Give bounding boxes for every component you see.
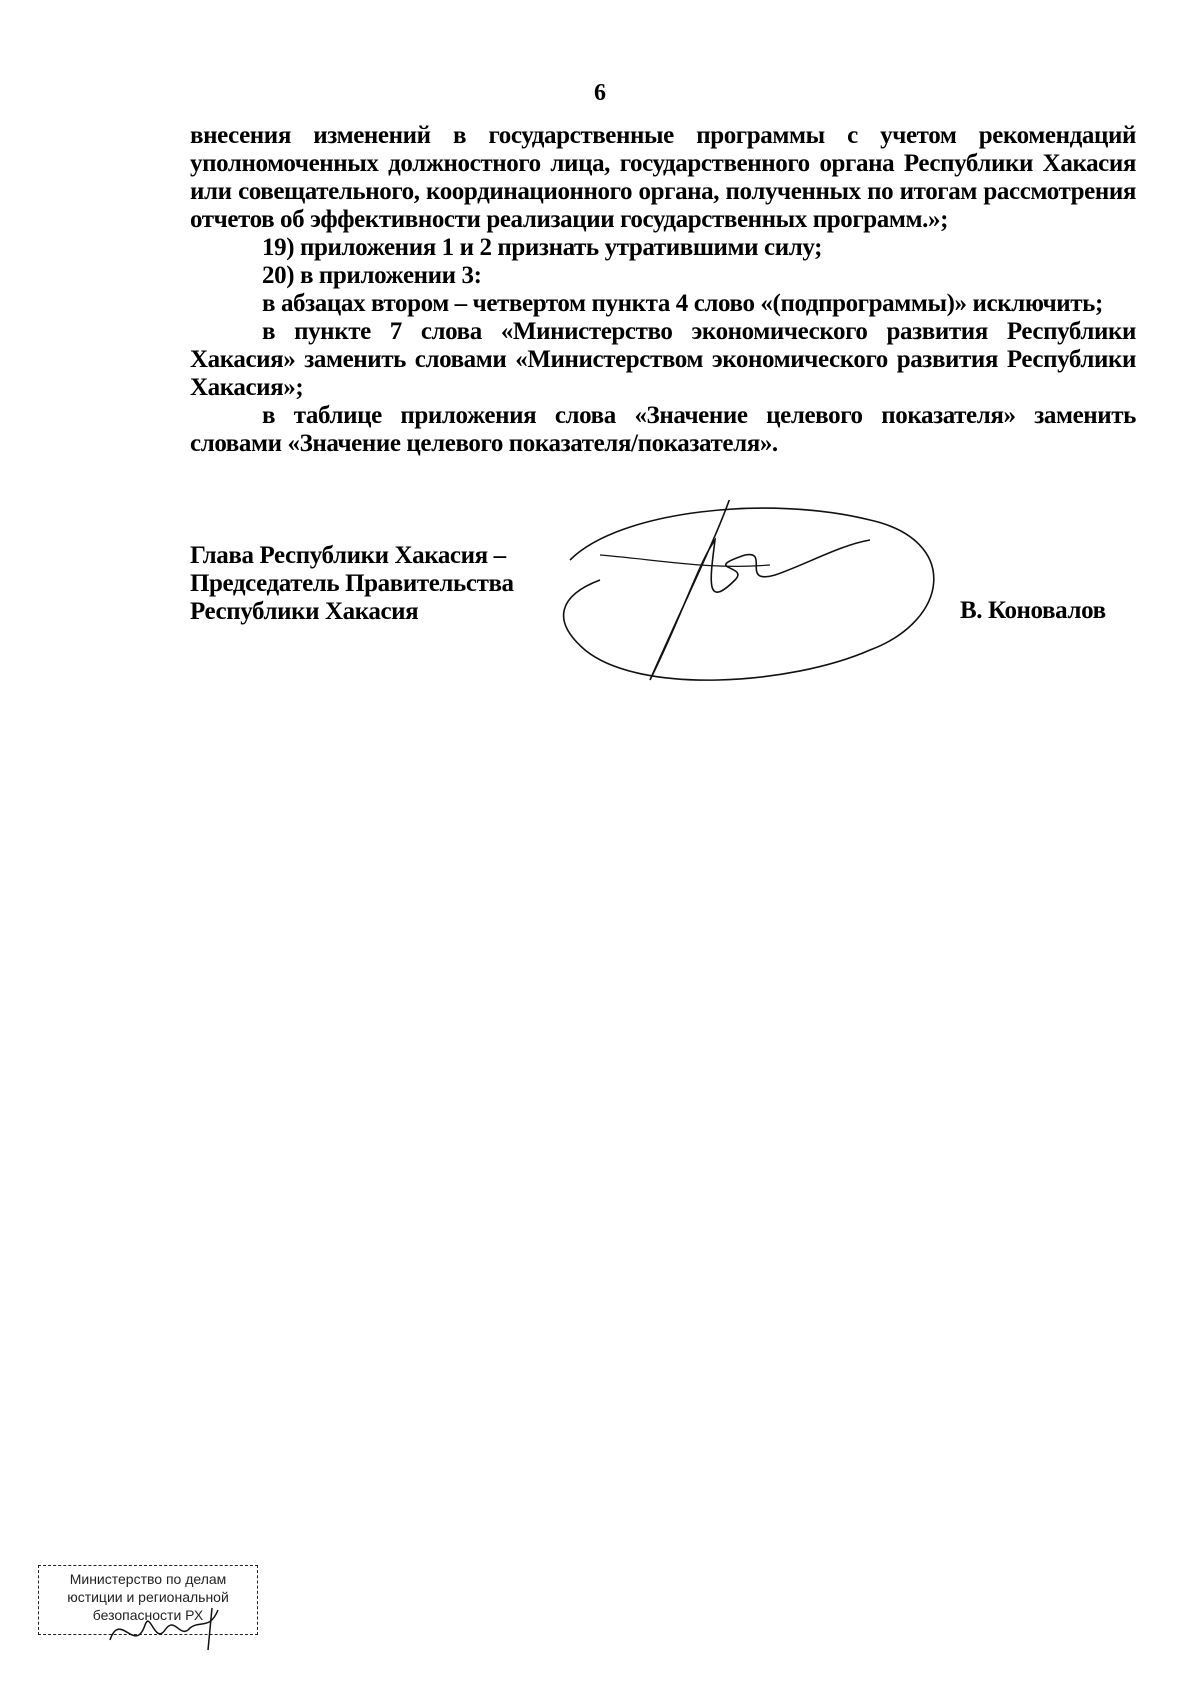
handwritten-signature [540,500,960,700]
stamp-line: Министерство по делам [69,1571,227,1587]
paragraph: в абзацах втором – четвертом пункта 4 слово «(подпрограммы)» исключить; [262,290,1103,317]
stamp-signature [100,1600,230,1660]
paragraph: в таблице приложения слова «Значение целевого показателя» заменить словами «Значение целевого показателя/показателя». [190,402,1136,457]
paragraph: в пункте 7 слова «Министерство экономического развития Республики Хакасия» заменить словами «Министерством экономического развития Республики Хакасия»; [190,318,1136,401]
signatory-title-line: Глава Республики Хакасия – [190,542,506,569]
signatory-name: В. Коновалов [960,597,1106,624]
page-number: 6 [594,80,606,106]
paragraph: 19) приложения 1 и 2 признать утратившими силу; [262,234,823,261]
signatory-title [190,542,514,626]
paragraph: внесения изменений в государственные программы с учетом рекомендаций уполномоченных должностного лица, государственного органа Республики Хакасия или совещательного, координационного органа, полученных по итогам рассмотрения отчетов об эффективности реализации государственных программ.»; [190,122,1136,233]
signatory-title-line: Республики Хакасия [190,598,419,625]
stamp-line: юстиции и региональной [67,1589,229,1605]
signatory-title-line: Председатель Правительства [190,570,514,597]
paragraph: 20) в приложении 3: [262,262,482,289]
stamp-line: безопасности РХ [92,1607,204,1623]
document-body [190,122,1136,458]
